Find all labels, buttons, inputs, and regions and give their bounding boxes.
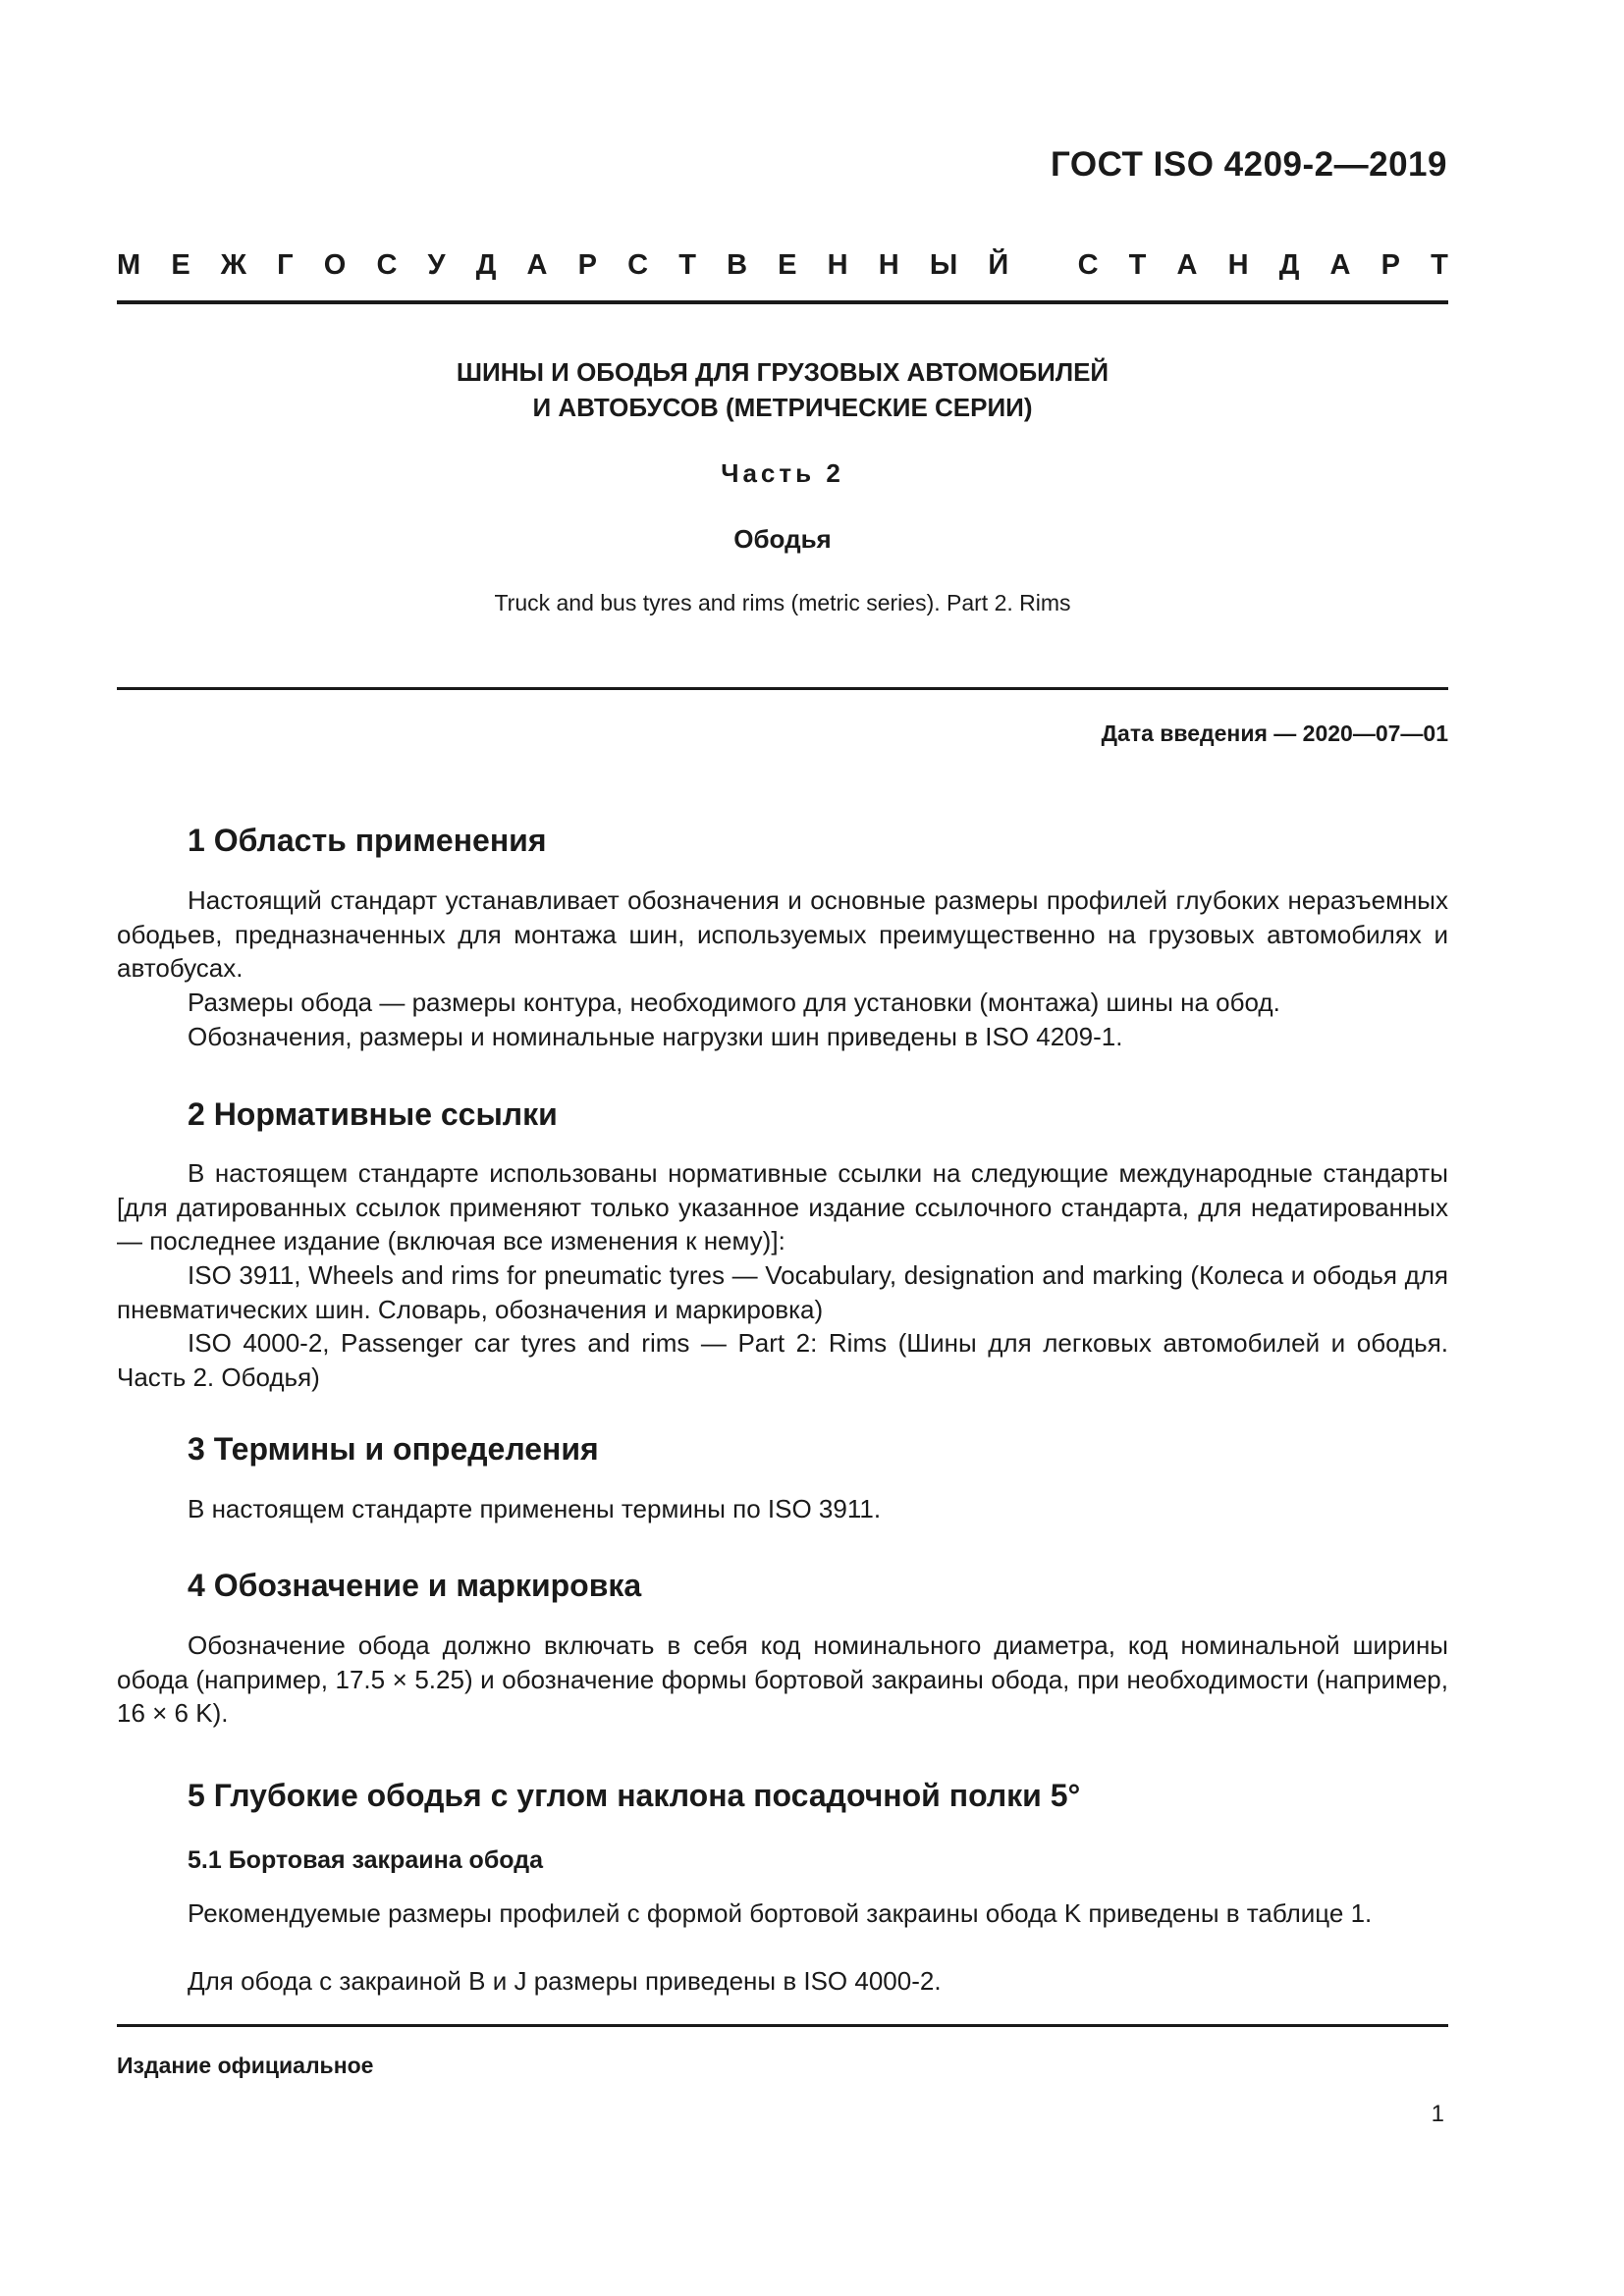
subsection-5-1-heading: 5.1 Бортовая закраина обода [188, 1846, 543, 1874]
banner-letter: У [427, 249, 446, 281]
section-2-paragraph-3: ISO 4000-2, Passenger car tyres and rims — Part 2: Rims (Шины для легковых автомобилей и ободья. Часть 2. Ободья) [117, 1328, 1448, 1392]
banner-letter: Т [678, 249, 696, 281]
banner-letter: Т [1128, 249, 1147, 281]
banner-letter: Р [1380, 249, 1400, 281]
banner-letter: В [727, 249, 748, 281]
banner-letter: С [1077, 249, 1099, 281]
introduction-date: Дата введения — 2020—07—01 [1101, 721, 1448, 746]
section-5-heading: 5 Глубокие ободья с углом наклона посадочной полки 5° [188, 1778, 1081, 1813]
english-title: Truck and bus tyres and rims (metric series). Part 2. Rims [494, 590, 1071, 615]
section-4-paragraph-1: Обозначение обода должно включать в себя код номинального диаметра, код номинальной ширины обода (например, 17.5 × 5.25) и обозначение формы бортовой закраины обода, при необходимости (например, 16 × 6 K). [117, 1630, 1448, 1728]
banner-letter: А [1176, 249, 1198, 281]
part-number: Часть 2 [721, 458, 844, 488]
banner-letter: Н [878, 249, 899, 281]
banner-letter: Р [577, 249, 597, 281]
banner-letter: Д [1278, 249, 1300, 281]
banner-letter: Н [1227, 249, 1249, 281]
section-2-heading: 2 Нормативные ссылки [188, 1096, 558, 1132]
section-1-paragraph-2: Размеры обода — размеры контура, необходимого для установки (монтажа) шины на обод. [188, 988, 1280, 1017]
section-2-paragraph-1: В настоящем стандарте использованы нормативные ссылки на следующие международные стандарты [для датированных ссылок применяют только указанное издание ссылочного стандарта, для недатированных — последнее издание (включая все изменения к нему)]: [117, 1158, 1448, 1255]
banner-letter: А [526, 249, 548, 281]
title-rule [117, 687, 1448, 690]
part-name: Ободья [733, 524, 832, 554]
banner-letter: Д [475, 249, 497, 281]
banner-letter: Т [1431, 249, 1448, 281]
banner-letter: А [1329, 249, 1351, 281]
interstate-standard-banner [117, 249, 1448, 282]
section-4-heading: 4 Обозначение и маркировка [188, 1568, 642, 1603]
section-1-paragraph-3: Обозначения, размеры и номинальные нагрузки шин приведены в ISO 4209-1. [188, 1022, 1123, 1051]
banner-letter: Е [171, 249, 190, 281]
section-2-paragraph-2: ISO 3911, Wheels and rims for pneumatic tyres — Vocabulary, designation and marking (Колеса и ободья для пневматических шин. Словарь, обозначения и маркировка) [117, 1260, 1448, 1324]
banner-letter: О [323, 249, 347, 281]
banner-letter: Н [827, 249, 848, 281]
banner-letter: Ы [929, 249, 958, 281]
banner-letter: С [627, 249, 649, 281]
banner-letter: Г [277, 249, 294, 281]
section-5-1-paragraph-1: Рекомендуемые размеры профилей с формой бортовой закраины обода K приведены в таблице 1. [188, 1898, 1373, 1928]
banner-letter: Й [988, 249, 1009, 281]
footer-rule [117, 2024, 1448, 2027]
section-1-heading: 1 Область применения [188, 823, 547, 858]
page-number: 1 [1431, 2101, 1444, 2127]
banner-letter: С [376, 249, 398, 281]
header-rule [117, 300, 1448, 304]
title-line-2: И АВТОБУСОВ (МЕТРИЧЕСКИЕ СЕРИИ) [532, 393, 1033, 422]
banner-letter [1039, 249, 1047, 282]
section-1-paragraph-1: Настоящий стандарт устанавливает обозначения и основные размеры профилей глубоких неразъемных ободьев, предназначенных для монтажа шин, используемых преимущественно на грузовых автомобилях и автобусах. [117, 885, 1448, 983]
banner-letter: Е [778, 249, 797, 281]
document-code: ГОСТ ISO 4209-2—2019 [1051, 145, 1447, 184]
section-3-heading: 3 Термины и определения [188, 1431, 599, 1467]
title-line-1: ШИНЫ И ОБОДЬЯ ДЛЯ ГРУЗОВЫХ АВТОМОБИЛЕЙ [456, 357, 1110, 387]
banner-letter: Ж [220, 249, 247, 281]
official-edition-label: Издание официальное [117, 2053, 374, 2078]
section-3-paragraph-1: В настоящем стандарте применены термины по ISO 3911. [188, 1494, 882, 1523]
section-5-1-paragraph-2: Для обода с закраиной B и J размеры приведены в ISO 4000-2. [188, 1966, 942, 1996]
banner-letter: М [117, 249, 141, 281]
